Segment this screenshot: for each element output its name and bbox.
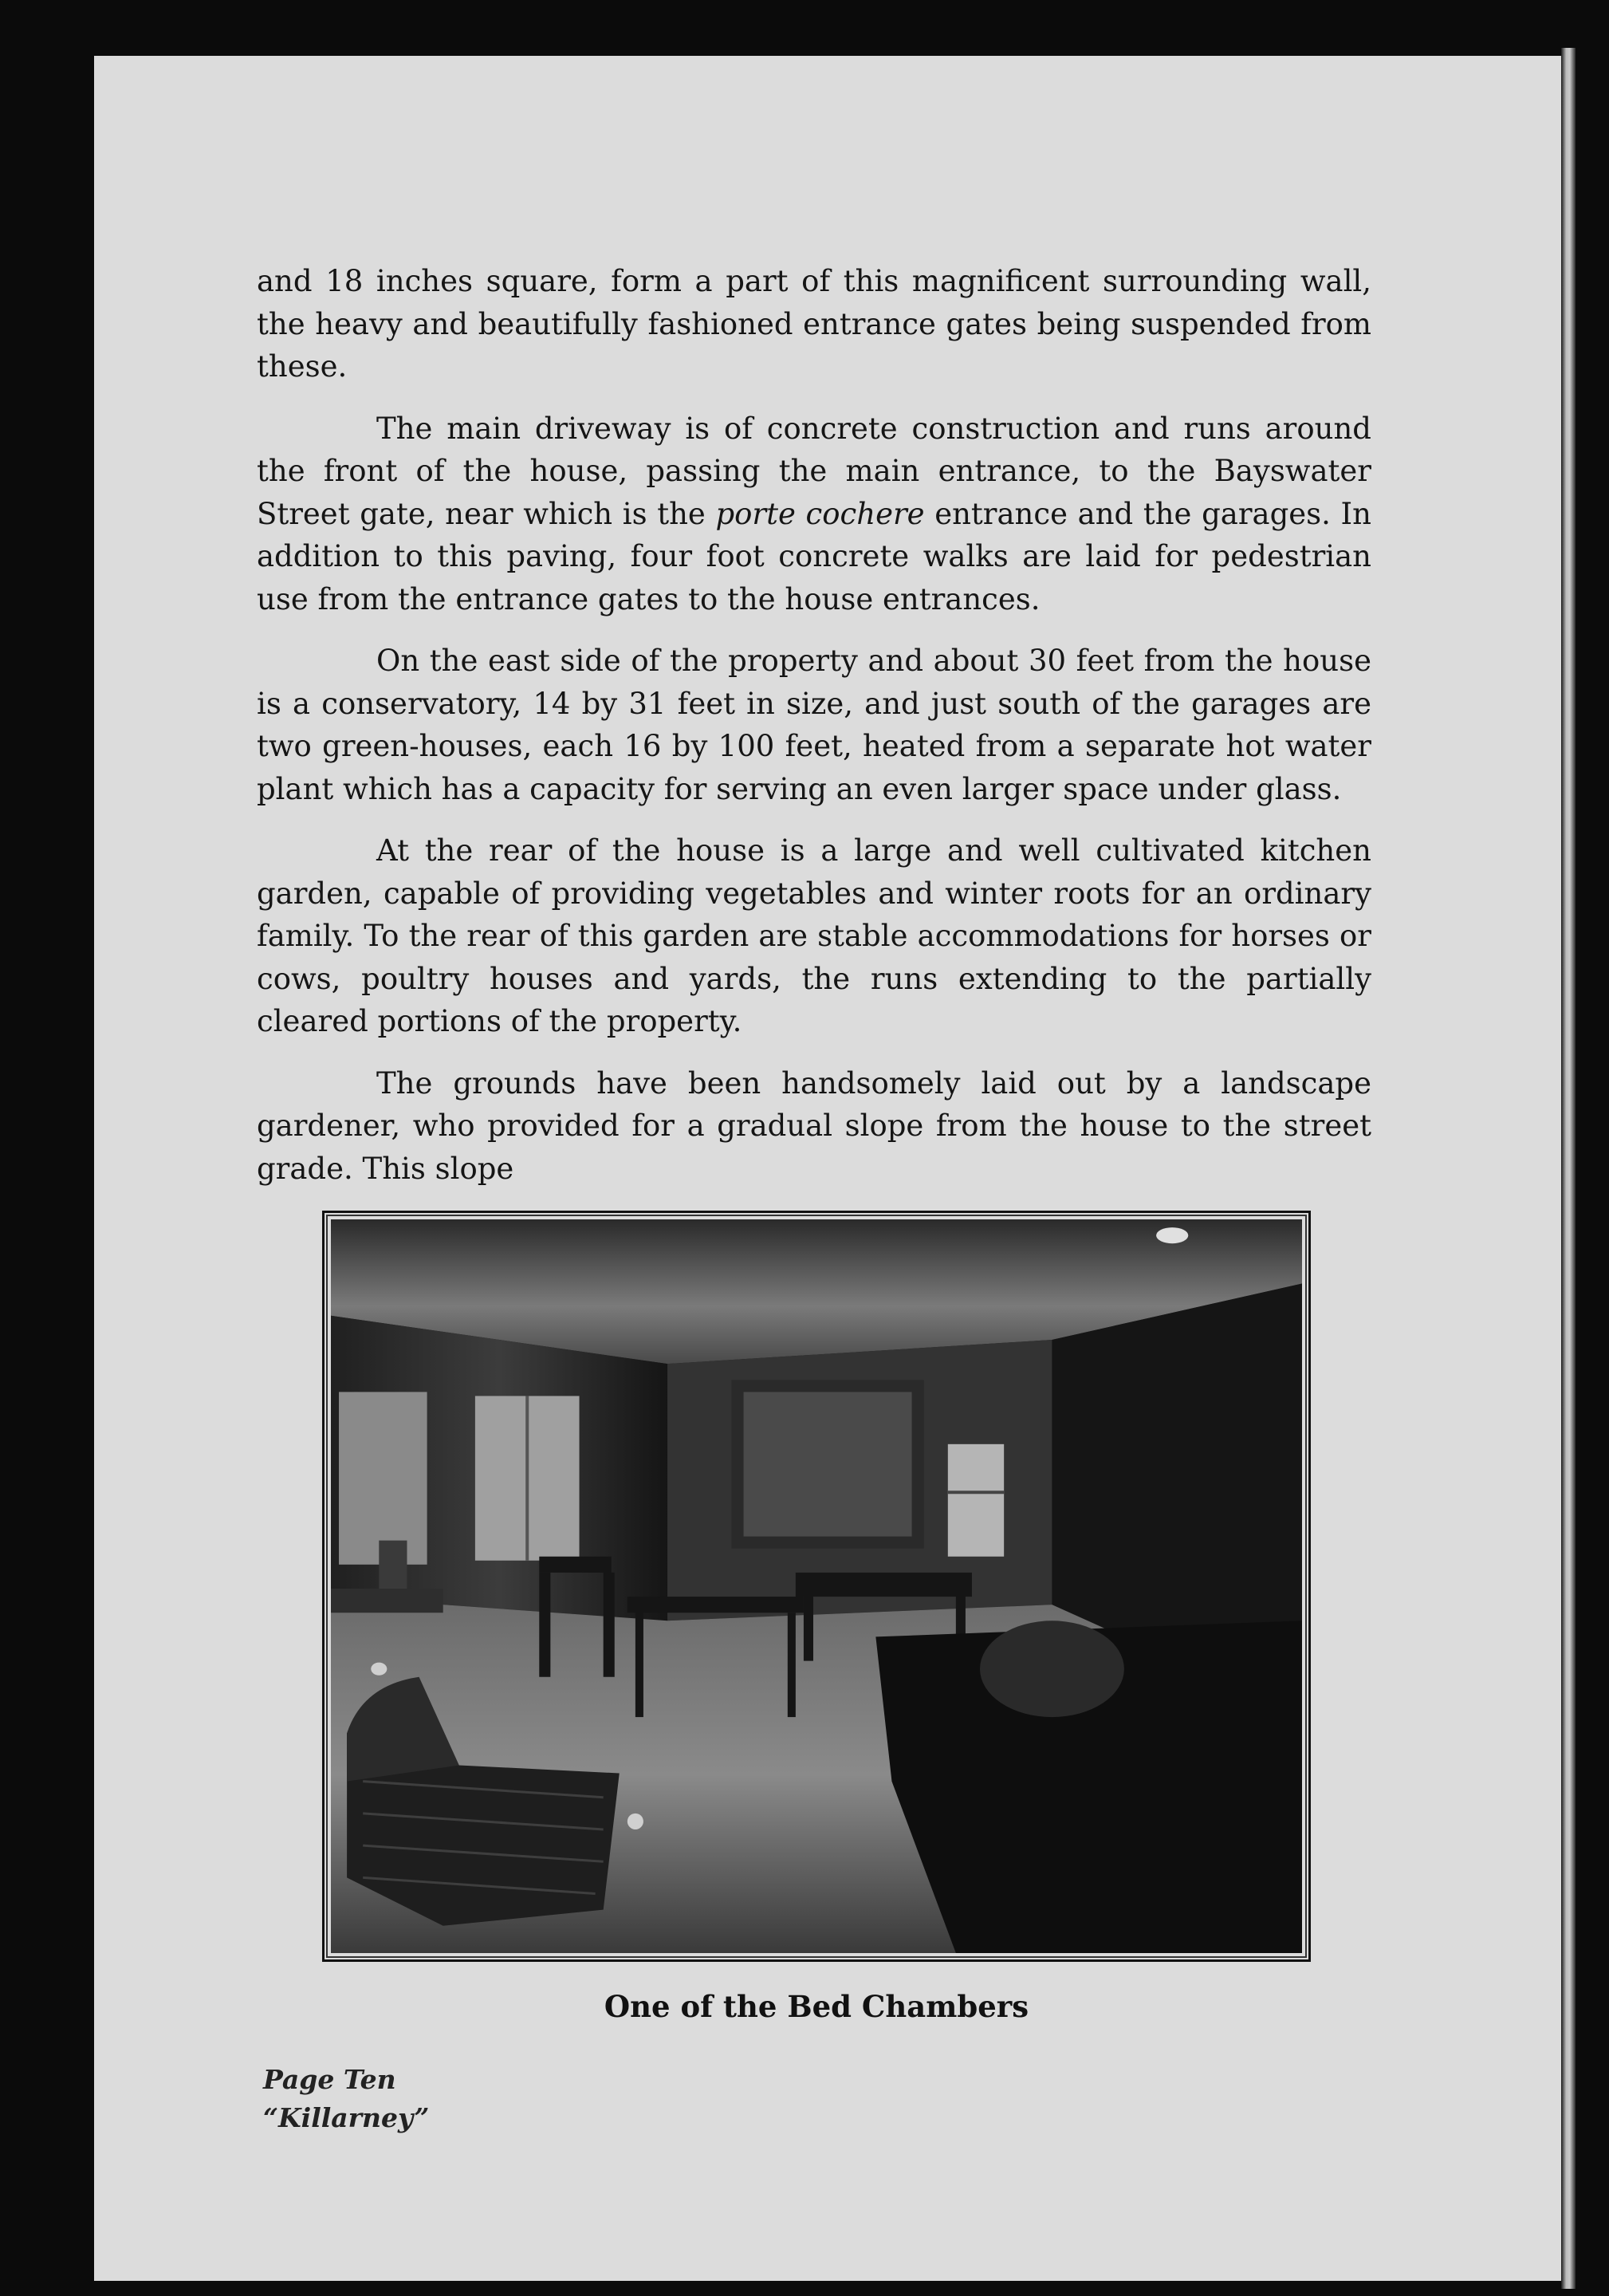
page-footer [263, 2061, 429, 2137]
paragraph-1: and 18 inches square, form a part of this magnificent surrounding wall, the heavy and beautifully fashioned entrance gates being suspended from these. [257, 264, 1371, 384]
publication-title: “Killarney” [263, 2102, 430, 2133]
bed-chamber-photo [331, 1219, 1302, 1953]
page-edge [1561, 48, 1576, 2289]
paragraph-2-end: entrance and the garages. In addition to this paving, four foot concrete walks are laid for pedestrian use from the entrance gates to the house entrances. [257, 496, 1371, 616]
paragraph-4: At the rear of the house is a large and well cultivated kitchen garden, capable of providing vegetables and winter roots for an ordinary family. To the rear of this garden are stable accommodations for horses or cows, poultry houses and yards, the runs extending to the partially cleared portions of the property. [257, 833, 1371, 1038]
page-number: Page Ten [263, 2064, 396, 2095]
paragraph-2-start: The main driveway is of concrete construction and runs around the front of the house, passing the main entrance, to the Bayswater Street gate, near which is the [257, 411, 1371, 531]
porte-cochere-italic: porte cochere [715, 496, 925, 531]
bed-chamber-photo-frame [322, 1211, 1311, 1962]
paragraph-3: On the east side of the property and about 30 feet from the house is a conservatory, 14 by 31 feet in size, and just south of the garages are two green-houses, each 16 by 100 feet, heated from a separate hot water plant which has a capacity for serving an even larger space under glass. [257, 644, 1371, 806]
paragraph-2 [257, 408, 1371, 621]
photo-caption: One of the Bed Chambers [604, 1989, 1029, 2024]
paragraph-5: The grounds have been handsomely laid out by a landscape gardener, who provided for a gradual slope from the house to the street grade. This slope [257, 1065, 1371, 1186]
body-text [257, 260, 1371, 1209]
